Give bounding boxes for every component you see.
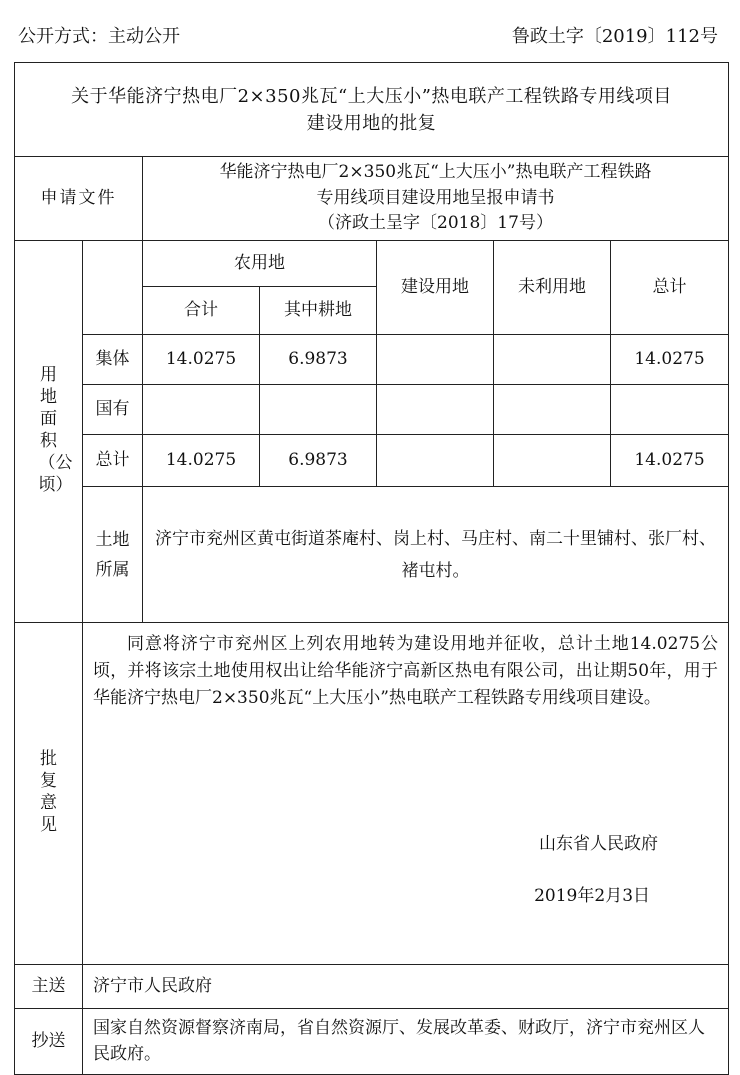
cell-cultivated: 6.9873 xyxy=(260,335,377,385)
approval-signer: 山东省人民政府 xyxy=(539,834,659,854)
application-document xyxy=(143,157,729,241)
col-unused-land: 未利用地 xyxy=(494,241,611,335)
application-label: 申请文件 xyxy=(15,157,143,241)
table-row xyxy=(15,435,729,487)
main-recipient: 济宁市人民政府 xyxy=(83,965,729,1009)
empty-corner xyxy=(83,241,143,335)
approval-label: 批复意见 xyxy=(40,749,57,836)
application-line-1: 华能济宁热电厂2×350兆瓦“上大压小”热电联产工程铁路 xyxy=(219,162,652,183)
table-row xyxy=(15,335,729,385)
cc-recipients: 国家自然资源督察济南局，省自然资源厅、发展改革委、财政厅，济宁市兖州区人民政府。 xyxy=(83,1009,729,1075)
cell-construction xyxy=(377,435,494,487)
document-title xyxy=(15,63,729,157)
approval-table xyxy=(14,62,729,1075)
col-grand-total: 总计 xyxy=(611,241,729,335)
cell-unused xyxy=(494,435,611,487)
disclosure-mode: 公开方式：主动公开 xyxy=(18,26,180,47)
land-ownership-text: 济宁市兖州区黄屯街道茶庵村、岗上村、马庄村、南二十里铺村、张厂村、褚屯村。 xyxy=(143,487,729,623)
cell-grand-total: 14.0275 xyxy=(611,435,729,487)
title-line-1: 关于华能济宁热电厂2×350兆瓦“上大压小”热电联产工程铁路专用线项目 xyxy=(71,85,672,107)
document-number: 鲁政土字〔2019〕112号 xyxy=(511,26,718,47)
cell-subtotal: 14.0275 xyxy=(143,335,260,385)
approval-text: 同意将济宁市兖州区上列农用地转为建设用地并征收，总计土地14.0275公顷，并将该宗土地使用权出让给华能济宁高新区热电有限公司，出让期50年，用于华能济宁热电厂2×350兆瓦“上大压小”热电联产工程铁路专用线项目建设。 xyxy=(93,634,719,708)
approval-date: 2019年2月3日 xyxy=(534,885,651,906)
cell-cultivated xyxy=(260,385,377,435)
approval-label-cell xyxy=(15,623,83,965)
land-area-label: 用地面积（公顷） xyxy=(38,365,73,496)
row-label: 集体 xyxy=(83,335,143,385)
application-line-2: 专用线项目建设用地呈报申请书 xyxy=(316,187,555,208)
col-construction-land: 建设用地 xyxy=(377,241,494,335)
cell-unused xyxy=(494,335,611,385)
table-row xyxy=(15,385,729,435)
approval-opinion xyxy=(83,623,729,965)
main-recipient-label: 主送 xyxy=(15,965,83,1009)
cell-cultivated: 6.9873 xyxy=(260,435,377,487)
cc-label: 抄送 xyxy=(15,1009,83,1075)
col-cultivated: 其中耕地 xyxy=(260,287,377,335)
application-line-3: （济政土呈字〔2018〕17号） xyxy=(318,213,553,234)
cell-grand-total: 14.0275 xyxy=(611,335,729,385)
title-line-2: 建设用地的批复 xyxy=(306,112,437,134)
land-area-label-cell xyxy=(15,241,83,623)
cell-grand-total xyxy=(611,385,729,435)
land-ownership-label-cell xyxy=(83,487,143,623)
land-ownership-label: 土地所属 xyxy=(95,529,130,580)
cell-construction xyxy=(377,385,494,435)
cell-construction xyxy=(377,335,494,385)
row-label: 国有 xyxy=(83,385,143,435)
col-subtotal: 合计 xyxy=(143,287,260,335)
row-label: 总计 xyxy=(83,435,143,487)
cell-subtotal xyxy=(143,385,260,435)
col-agricultural-land: 农用地 xyxy=(143,241,377,287)
cell-subtotal: 14.0275 xyxy=(143,435,260,487)
cell-unused xyxy=(494,385,611,435)
